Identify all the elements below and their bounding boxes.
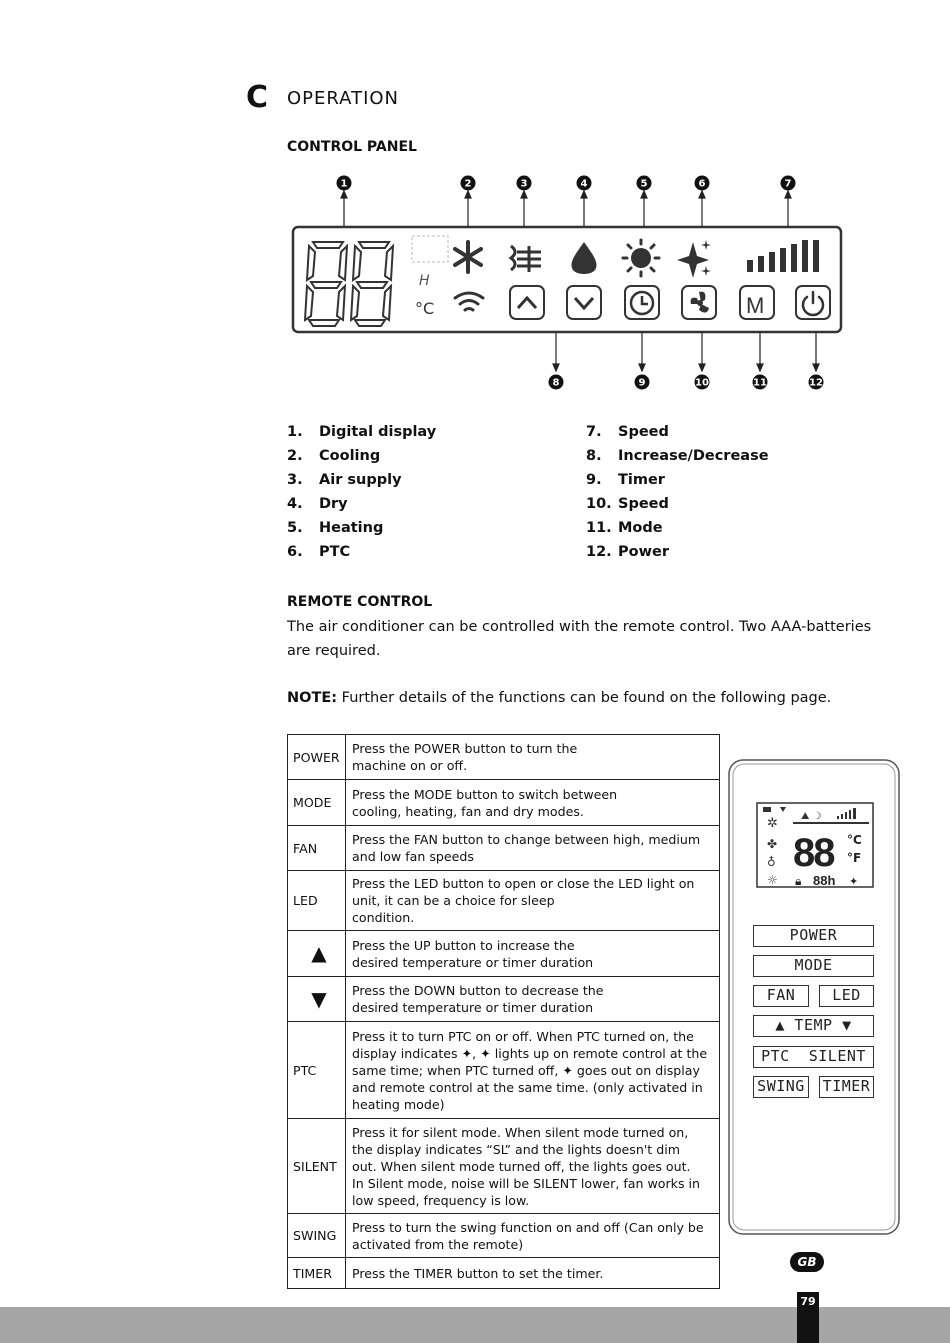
remote-led-button[interactable]: LED bbox=[819, 985, 874, 1007]
remote-fan-button[interactable]: FAN bbox=[753, 985, 809, 1007]
function-description bbox=[346, 826, 720, 871]
function-row bbox=[288, 1022, 720, 1119]
note-text: Further details of the functions can be found on the following page. bbox=[337, 690, 832, 706]
down-button[interactable] bbox=[567, 286, 601, 319]
legend-left bbox=[287, 424, 436, 568]
display-unit-label: °C bbox=[415, 299, 435, 318]
callouts-top bbox=[337, 176, 796, 191]
function-description-line: Press to turn the swing function on and off (Can only be bbox=[352, 1219, 704, 1235]
function-description-line: cooling, heating, fan and dry modes. bbox=[352, 803, 584, 819]
function-key: LED bbox=[288, 871, 346, 931]
legend-label: PTC bbox=[319, 544, 351, 560]
section-title: OPERATION bbox=[287, 88, 400, 109]
function-row bbox=[288, 1119, 720, 1214]
function-description bbox=[346, 780, 720, 826]
svg-text:✲: ✲ bbox=[767, 816, 778, 831]
up-button[interactable] bbox=[510, 286, 544, 319]
remote-intro bbox=[287, 616, 887, 663]
function-description-line: and remote control at the same time. (only activated in bbox=[352, 1079, 703, 1095]
legend-number: 9. bbox=[586, 472, 602, 488]
legend-item bbox=[586, 544, 769, 568]
top-callout-label-2: 2 bbox=[464, 178, 472, 190]
function-description-line: machine on or off. bbox=[352, 758, 468, 773]
legend-number: 11. bbox=[586, 520, 612, 536]
legend-label: Mode bbox=[618, 520, 663, 536]
legend-number: 6. bbox=[287, 544, 303, 560]
remote-timer-digits: 88h bbox=[813, 873, 836, 888]
legend-number: 5. bbox=[287, 520, 303, 536]
control-panel-illustration bbox=[285, 168, 850, 398]
sun-icon bbox=[623, 240, 659, 276]
function-description-line: low speed, frequency is low. bbox=[352, 1192, 530, 1208]
function-row bbox=[288, 735, 720, 780]
function-description-line: the display indicates “SL” and the lights doesn't dim bbox=[352, 1141, 681, 1157]
legend-item bbox=[287, 448, 436, 472]
page-number: 79 bbox=[797, 1292, 819, 1343]
function-description-line: activated from the remote) bbox=[352, 1236, 524, 1252]
top-callout-label-5: 5 bbox=[640, 178, 648, 190]
function-key: SWING bbox=[288, 1214, 346, 1258]
function-description bbox=[346, 1022, 720, 1119]
function-key: FAN bbox=[288, 826, 346, 871]
legend-number: 8. bbox=[586, 448, 602, 464]
function-key: ▲ bbox=[288, 931, 346, 977]
function-row bbox=[288, 780, 720, 826]
top-callout-label-3: 3 bbox=[520, 178, 528, 190]
legend-right bbox=[586, 424, 769, 568]
function-row bbox=[288, 826, 720, 871]
svg-text:✤: ✤ bbox=[767, 837, 778, 851]
function-row bbox=[288, 1214, 720, 1258]
function-description bbox=[346, 1119, 720, 1214]
control-panel-heading: CONTROL PANEL bbox=[287, 139, 417, 155]
function-description bbox=[346, 735, 720, 780]
svg-text:☼: ☼ bbox=[767, 873, 778, 887]
function-description-line: out. When silent mode turned off, the lights goes out. bbox=[352, 1158, 691, 1174]
top-callout-label-6: 6 bbox=[698, 178, 706, 190]
note-label: NOTE: bbox=[287, 690, 338, 706]
remote-temp-button[interactable]: ▲ TEMP ▼ bbox=[753, 1015, 874, 1037]
legend-number: 10. bbox=[586, 496, 612, 512]
control-panel-diagram bbox=[285, 168, 850, 398]
legend-label: Digital display bbox=[319, 424, 437, 440]
legend-label: Air supply bbox=[319, 472, 402, 488]
svg-text:⛰ ☽: ⛰ ☽ bbox=[801, 811, 822, 822]
function-description-line: Press the DOWN button to decrease the bbox=[352, 983, 604, 998]
function-key: SILENT bbox=[288, 1119, 346, 1214]
function-description bbox=[346, 1214, 720, 1258]
svg-text:♁: ♁ bbox=[767, 855, 776, 869]
bottom-callout-label-4: 11 bbox=[753, 377, 767, 389]
function-description-line: Press the UP button to increase the bbox=[352, 937, 575, 953]
remote-control-heading: REMOTE CONTROL bbox=[287, 594, 433, 610]
function-row bbox=[288, 871, 720, 931]
remote-ptc-icon: ✦ bbox=[849, 875, 859, 888]
legend-item bbox=[586, 448, 769, 472]
legend-item bbox=[287, 520, 436, 544]
remote-timer-button[interactable]: TIMER bbox=[819, 1076, 874, 1098]
function-description-line: and low fan speeds bbox=[352, 849, 474, 864]
function-key: POWER bbox=[288, 735, 346, 780]
function-key: PTC bbox=[288, 1022, 346, 1119]
function-row bbox=[288, 931, 720, 977]
legend-label: Cooling bbox=[319, 448, 381, 464]
function-description-line: Press the POWER button to turn the bbox=[352, 741, 578, 756]
top-callout-label-4: 4 bbox=[580, 178, 588, 190]
legend-number: 3. bbox=[287, 472, 303, 488]
legend-item bbox=[287, 496, 436, 520]
legend-item bbox=[586, 424, 769, 448]
top-callout-label-1: 1 bbox=[340, 178, 348, 190]
bottom-callout-label-2: 9 bbox=[638, 377, 646, 389]
function-description-line: unit, it can be a choice for sleep bbox=[352, 893, 555, 908]
legend-item bbox=[586, 472, 769, 496]
function-description bbox=[346, 1258, 720, 1289]
legend-item bbox=[586, 520, 769, 544]
function-description-line: Press it for silent mode. When silent mode turned on, bbox=[352, 1124, 689, 1140]
remote-intro-line1: The air conditioner can be controlled with the remote control. Two AAA-batteries bbox=[287, 619, 872, 635]
legend-label: Power bbox=[618, 544, 669, 560]
legend-label: Speed bbox=[618, 424, 669, 440]
function-description-line: same time; when PTC turned off, ✦ goes out on display bbox=[352, 1062, 700, 1078]
function-description-line: Press the LED button to open or close the LED light on bbox=[352, 876, 695, 891]
callouts-bottom bbox=[549, 375, 824, 390]
remote-swing-button[interactable]: SWING bbox=[753, 1076, 809, 1098]
legend-item bbox=[287, 424, 436, 448]
bottom-callout-label-1: 8 bbox=[552, 377, 560, 389]
legend-label: Dry bbox=[319, 496, 348, 512]
bottom-callout-label-3: 10 bbox=[695, 377, 709, 389]
language-badge: GB bbox=[790, 1252, 824, 1272]
note-paragraph bbox=[287, 687, 887, 711]
legend-number: 12. bbox=[586, 544, 612, 560]
legend-number: 2. bbox=[287, 448, 303, 464]
function-key: MODE bbox=[288, 780, 346, 826]
remote-lock-icon: 🔒︎ bbox=[795, 874, 802, 888]
remote-ptc-silent-button[interactable]: PTC SILENT bbox=[753, 1046, 874, 1068]
section-letter: C bbox=[246, 80, 269, 115]
function-description bbox=[346, 977, 720, 1022]
legend-number: 7. bbox=[586, 424, 602, 440]
legend-item bbox=[287, 472, 436, 496]
function-description bbox=[346, 871, 720, 931]
display-h-label: H bbox=[419, 273, 430, 289]
remote-power-button[interactable]: POWER bbox=[753, 925, 874, 947]
legend-number: 4. bbox=[287, 496, 303, 512]
remote-unit-c: °C bbox=[847, 833, 862, 847]
function-description bbox=[346, 931, 720, 977]
function-row bbox=[288, 977, 720, 1022]
function-description-line: condition. bbox=[352, 910, 415, 925]
function-description-line: heating mode) bbox=[352, 1096, 445, 1112]
legend-item bbox=[586, 496, 769, 520]
function-row bbox=[288, 1258, 720, 1289]
function-description-line: Press the FAN button to change between high, medium bbox=[352, 832, 701, 847]
mode-m-icon: M bbox=[746, 293, 765, 318]
remote-mode-button[interactable]: MODE bbox=[753, 955, 874, 977]
top-callout-label-7: 7 bbox=[784, 178, 792, 190]
legend-label: Increase/Decrease bbox=[618, 448, 769, 464]
function-key: TIMER bbox=[288, 1258, 346, 1289]
legend-item bbox=[287, 544, 436, 568]
function-description-line: In Silent mode, noise will be SILENT lower, fan works in bbox=[352, 1175, 701, 1191]
remote-temp-digits: 88 bbox=[793, 831, 834, 875]
function-description-line: Press the TIMER button to set the timer. bbox=[352, 1265, 604, 1281]
function-description-line: desired temperature or timer duration bbox=[352, 1000, 594, 1015]
remote-intro-line2: are required. bbox=[287, 642, 381, 659]
legend-label: Heating bbox=[319, 520, 384, 536]
function-description-line: desired temperature or timer duration bbox=[352, 954, 594, 970]
function-description-line: Press the MODE button to switch between bbox=[352, 786, 618, 802]
legend-label: Timer bbox=[618, 472, 665, 488]
function-description-line: display indicates ✦, ✦ lights up on remote control at the bbox=[352, 1045, 708, 1061]
function-key: ▼ bbox=[288, 977, 346, 1022]
bottom-callout-label-5: 12 bbox=[809, 377, 823, 389]
remote-unit-f: °F bbox=[847, 851, 862, 865]
legend-label: Speed bbox=[618, 496, 669, 512]
legend-number: 1. bbox=[287, 424, 303, 440]
remote-control-illustration bbox=[727, 758, 901, 1236]
function-description-line: Press it to turn PTC on or off. When PTC turned on, the bbox=[352, 1028, 694, 1044]
function-table bbox=[287, 734, 720, 1289]
